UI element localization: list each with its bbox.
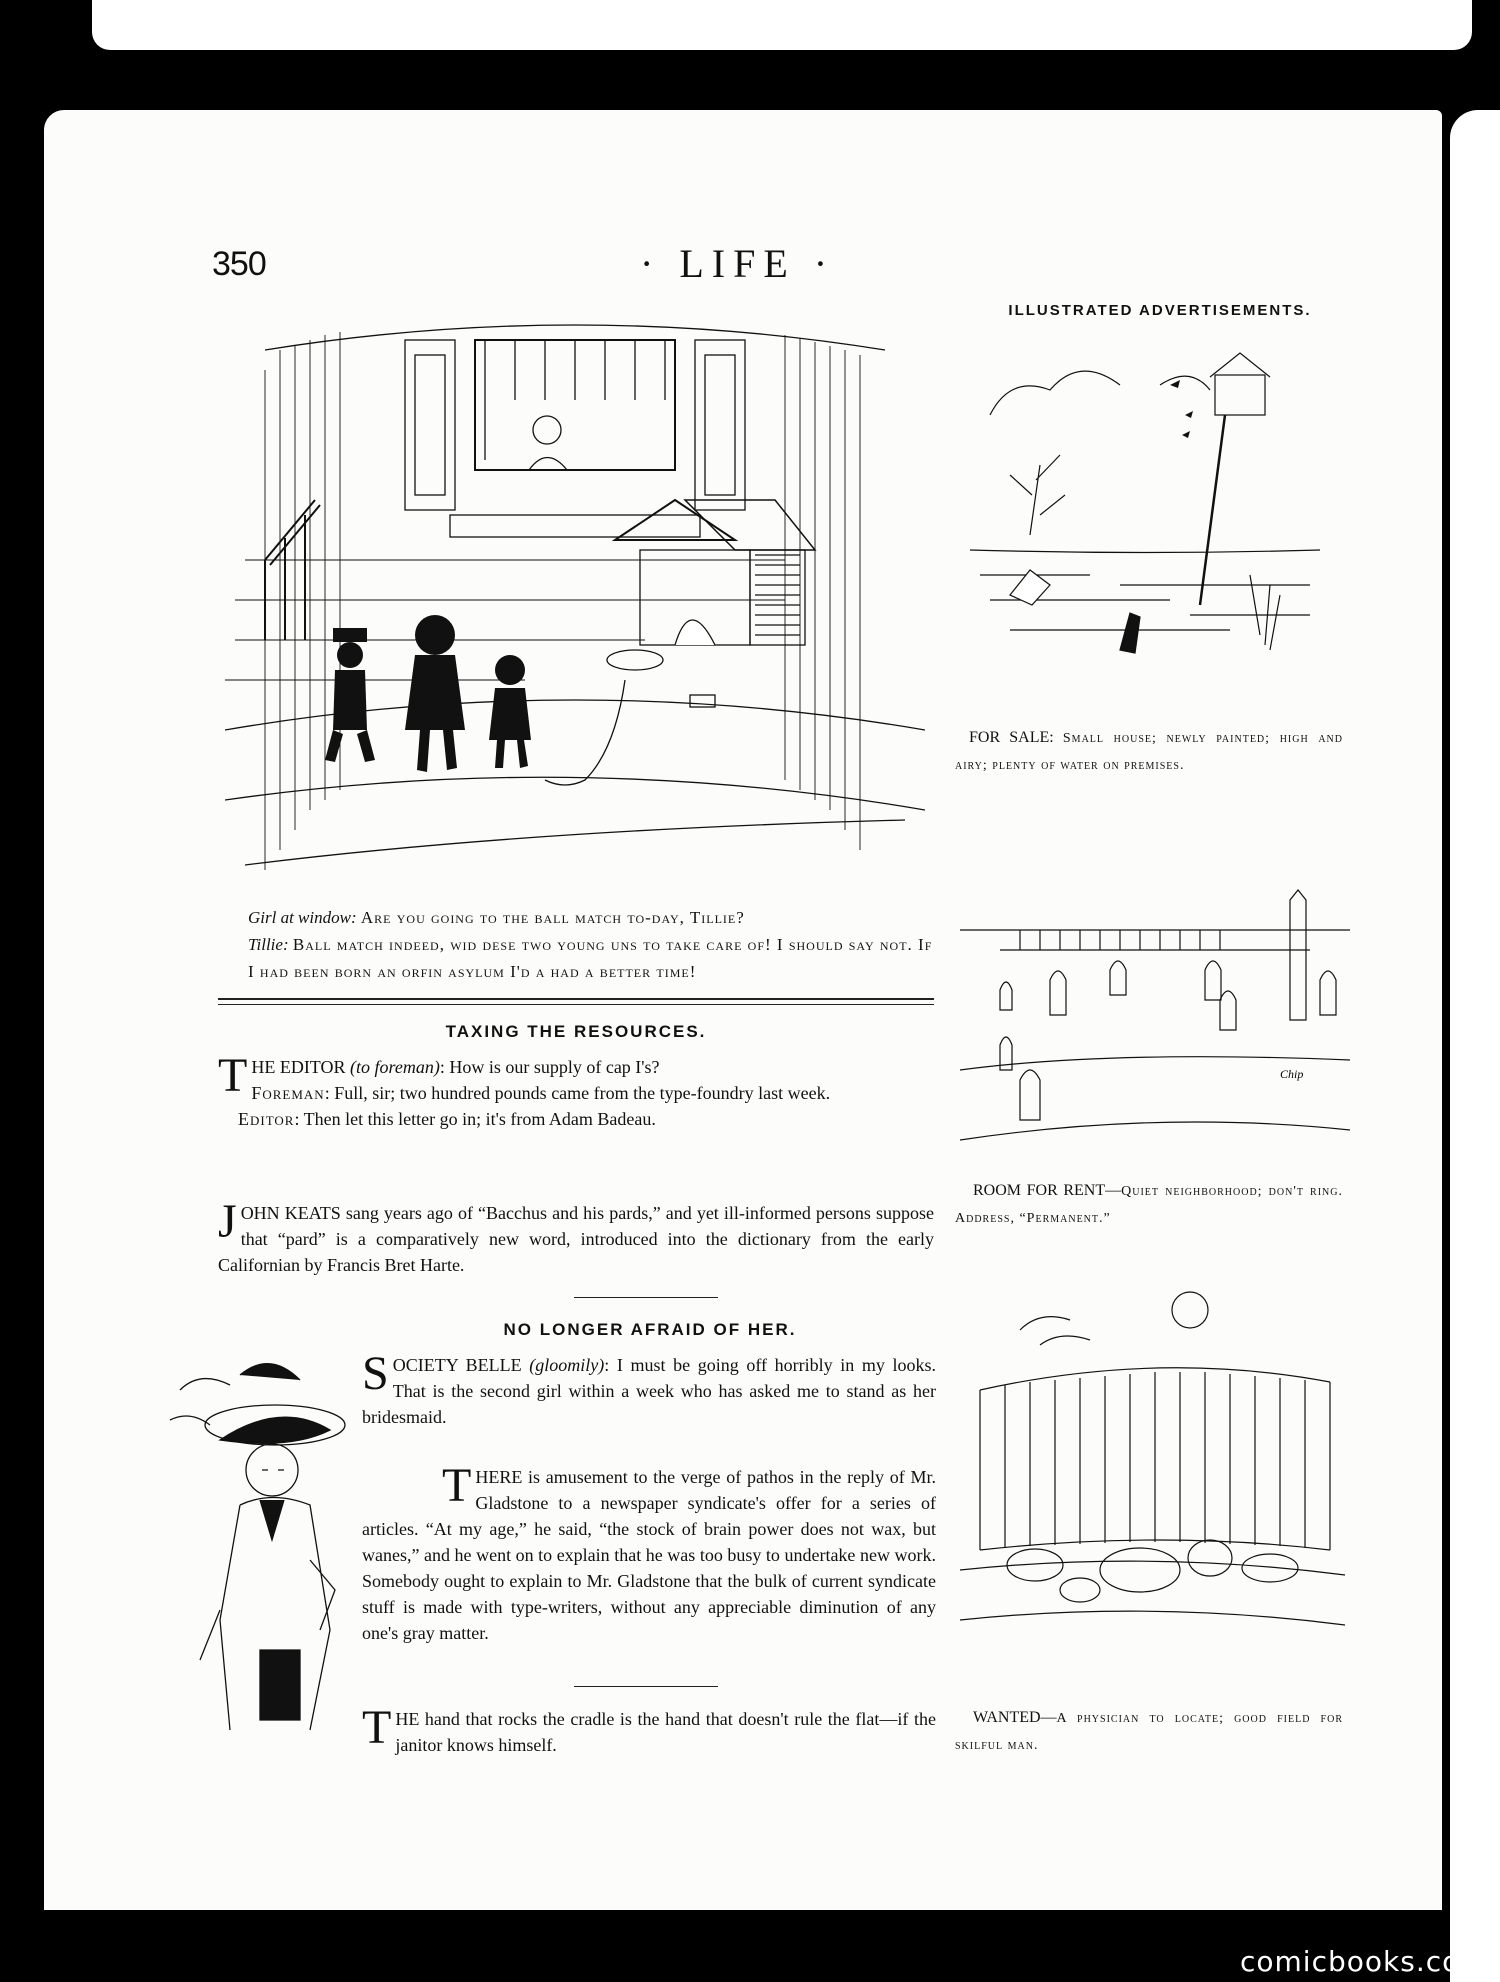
editor-reply: : Then let this letter go in; it's from Adam Badeau. — [294, 1109, 656, 1129]
caption-line-tillie: Ball match indeed, wid dese two young uns to take care of! I should say not. If I had been born an orfin asylum I'd a had a better time! — [248, 935, 933, 981]
ad-room-for-rent-text: Quiet neighborhood; don't ring. Address, “Permanent.” — [955, 1184, 1344, 1226]
dropcap: T — [442, 1459, 472, 1512]
main-cartoon-illustration — [225, 310, 925, 880]
ad-for-sale-lead: FOR SALE: — [969, 729, 1054, 746]
article-society-belle — [362, 1347, 937, 1430]
ad-cemetery-illustration — [960, 870, 1350, 1160]
short-divider — [574, 1297, 718, 1298]
ad-wanted — [955, 1705, 1343, 1759]
headline-taxing-resources: TAXING THE RESOURCES. — [445, 1022, 707, 1041]
ad-wanted-lead: WANTED— — [973, 1709, 1057, 1726]
previous-page-edge — [92, 0, 1472, 50]
editor-aside: (to foreman) — [350, 1057, 440, 1077]
society-belle-aside: (gloomily) — [529, 1355, 605, 1375]
dropcap: J — [218, 1195, 237, 1248]
caption-speaker-tillie: Tillie: — [248, 935, 289, 954]
editor-speaker: Editor — [238, 1109, 295, 1129]
ad-melon-patch-illustration — [960, 1290, 1345, 1700]
article-keats-text: OHN KEATS sang years ago of “Bacchus and his pards,” and yet ill-informed persons suppose that “pard” is a comparatively new word, introduced into the dictionary from the early Californian by Francis Bret Harte. — [218, 1203, 934, 1275]
society-belle-lead: OCIETY BELLE — [392, 1355, 522, 1375]
caption-speaker-girl: Girl at window: — [248, 908, 357, 927]
caption-line-girl: Are you going to the ball match to-day, Tillie? — [360, 908, 745, 927]
headline-illustrated-ads: ILLUSTRATED ADVERTISEMENTS. — [1008, 302, 1312, 319]
ad-flooded-house-illustration — [970, 345, 1320, 670]
short-divider-2 — [574, 1686, 718, 1687]
dropcap: S — [362, 1347, 389, 1400]
ad-room-for-rent — [955, 1178, 1343, 1232]
foreman-speaker: Foreman — [251, 1083, 325, 1103]
section-divider-double — [218, 998, 934, 1000]
site-watermark: comicbooks.com — [1240, 1945, 1489, 1978]
editor-lead: HE EDITOR — [251, 1057, 346, 1077]
article-cradle-text: HE hand that rocks the cradle is the hand that doesn't rule the flat—if the janitor knows himself. — [395, 1709, 936, 1755]
society-belle-illustration — [160, 1330, 360, 1740]
ad-for-sale — [955, 725, 1343, 779]
society-belle-text: : I must be going off horribly in my looks. That is the second girl within a week who has asked me to stand as her bridesmaid. — [362, 1355, 937, 1427]
article-taxing-resources — [218, 1049, 934, 1132]
dropcap: T — [362, 1701, 392, 1754]
headline-no-longer-afraid: NO LONGER AFRAID OF HER. — [503, 1320, 797, 1339]
masthead: · LIFE · — [640, 241, 836, 286]
dropcap: T — [218, 1049, 248, 1102]
next-page-edge — [1450, 110, 1500, 1982]
ad-for-sale-text: Small house; newly painted; high and airy; plenty of water on premises. — [955, 731, 1344, 773]
foreman-reply: : Full, sir; two hundred pounds came from the type-foundry last week. — [324, 1083, 831, 1103]
ad-room-for-rent-lead: ROOM FOR RENT— — [973, 1182, 1122, 1199]
article-cradle — [362, 1701, 936, 1758]
ad-cemetery-signature: Chip — [1280, 1067, 1304, 1081]
article-gladstone-text: HERE is amusement to the verge of pathos in the reply of Mr. Gladstone to a newspaper syndicate's offer for a series of articles. “At my age,” he said, “the stock of brain power does not wax, but wanes,” and he went on to explain that he was too busy to undertake new work. Somebody ought to explain to Mr. Gladstone that the bulk of current syndicate stuff is made with type-writers, without any appreciable diminution of any one's gray matter. — [362, 1467, 936, 1643]
page-number: 350 — [212, 245, 266, 283]
section-divider-double-2 — [218, 1004, 934, 1005]
main-cartoon-caption — [212, 904, 937, 985]
article-keats — [218, 1195, 934, 1278]
article-gladstone — [362, 1459, 936, 1646]
editor-question: : How is our supply of cap I's? — [439, 1057, 660, 1077]
ad-wanted-text: A physician to locate; good field for skilful man. — [955, 1711, 1343, 1753]
